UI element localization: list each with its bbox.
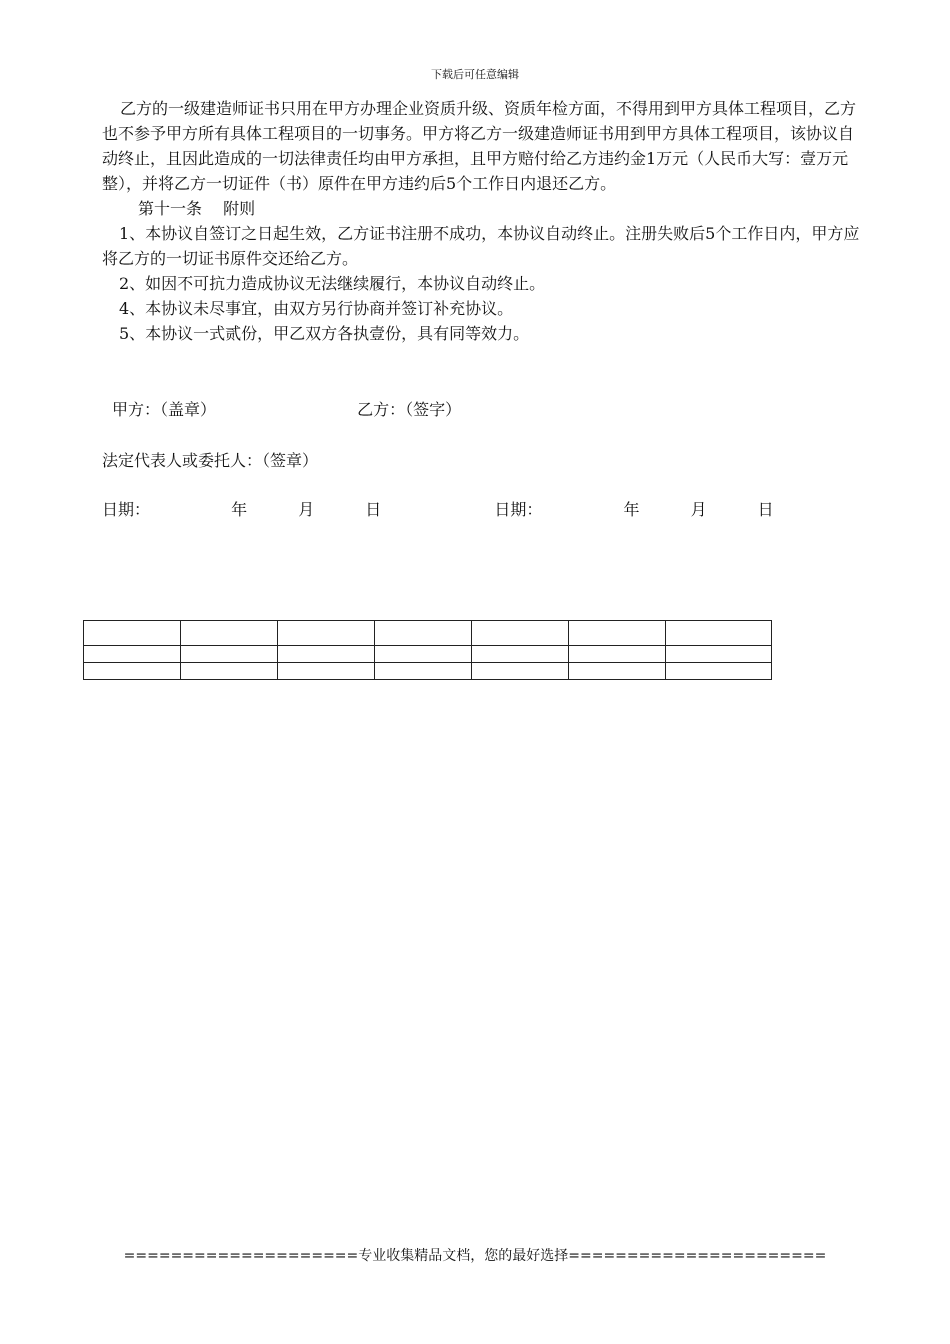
date-label-a: 日期： xyxy=(102,500,151,519)
year-label-a: 年 xyxy=(231,500,248,519)
empty-table xyxy=(83,620,772,680)
table-row xyxy=(84,621,772,646)
table-cell xyxy=(278,663,375,680)
month-label-b: 月 xyxy=(690,500,707,519)
legal-representative-row xyxy=(102,448,318,471)
date-label-b: 日期： xyxy=(494,500,543,519)
table-row xyxy=(84,646,772,663)
table-cell xyxy=(375,663,472,680)
table-cell xyxy=(278,646,375,663)
table-cell xyxy=(375,646,472,663)
table-cell xyxy=(666,621,772,646)
table-cell xyxy=(181,621,278,646)
table-cell xyxy=(666,646,772,663)
clause-1: 1、本协议自签订之日起生效，乙方证书注册不成功，本协议自动终止。注册失败后5个工作日内，甲方应将乙方的一切证书原件交还给乙方。 xyxy=(102,224,860,268)
table-cell xyxy=(181,663,278,680)
page-footer: ====================专业收集精品文档，您的最好选择====================== xyxy=(123,1248,827,1264)
signature-parties-row xyxy=(102,397,461,420)
party-a-signature: 甲方：（盖章） xyxy=(112,400,217,419)
table-cell xyxy=(472,646,569,663)
paragraph-obligations: 乙方的一级建造师证书只用在甲方办理企业资质升级、资质年检方面，不得用到甲方具体工程项目，乙方也不参予甲方所有具体工程项目的一切事务。甲方将乙方一级建造师证书用到甲方具体工程项目，该协议自动终止，且因此造成的一切法律责任均由甲方承担，且甲方赔付给乙方违约金1万元（人民币大写：壹万元整），并将乙方一切证件（书）原件在甲方违约后5个工作日内退还乙方。 xyxy=(102,99,857,193)
day-label-a: 日 xyxy=(365,500,382,519)
party-b-signature: 乙方：（签字） xyxy=(357,400,462,419)
table-cell xyxy=(84,663,181,680)
month-label-a: 月 xyxy=(298,500,315,519)
table-cell xyxy=(569,621,666,646)
table-cell xyxy=(278,621,375,646)
table-cell xyxy=(84,646,181,663)
document-body xyxy=(102,96,862,346)
table-cell xyxy=(472,663,569,680)
table-cell xyxy=(569,646,666,663)
date-row xyxy=(102,497,774,520)
table-row xyxy=(84,663,772,680)
clause-2: 2、如因不可抗力造成协议无法继续履行，本协议自动终止。 xyxy=(119,274,546,293)
table-cell xyxy=(375,621,472,646)
page-header: 下载后可任意编辑 xyxy=(431,68,519,81)
table-cell xyxy=(666,663,772,680)
clause-5: 5、本协议一式贰份，甲乙双方各执壹份，具有同等效力。 xyxy=(119,324,530,343)
table-cell xyxy=(181,646,278,663)
table-cell xyxy=(84,621,181,646)
article-title: 第十一条 附则 xyxy=(138,199,256,218)
table-cell xyxy=(472,621,569,646)
year-label-b: 年 xyxy=(623,500,640,519)
day-label-b: 日 xyxy=(757,500,774,519)
legal-representative-signature: 法定代表人或委托人：（签章） xyxy=(102,451,319,470)
table-cell xyxy=(569,663,666,680)
clause-4: 4、本协议未尽事宜，由双方另行协商并签订补充协议。 xyxy=(119,299,514,318)
